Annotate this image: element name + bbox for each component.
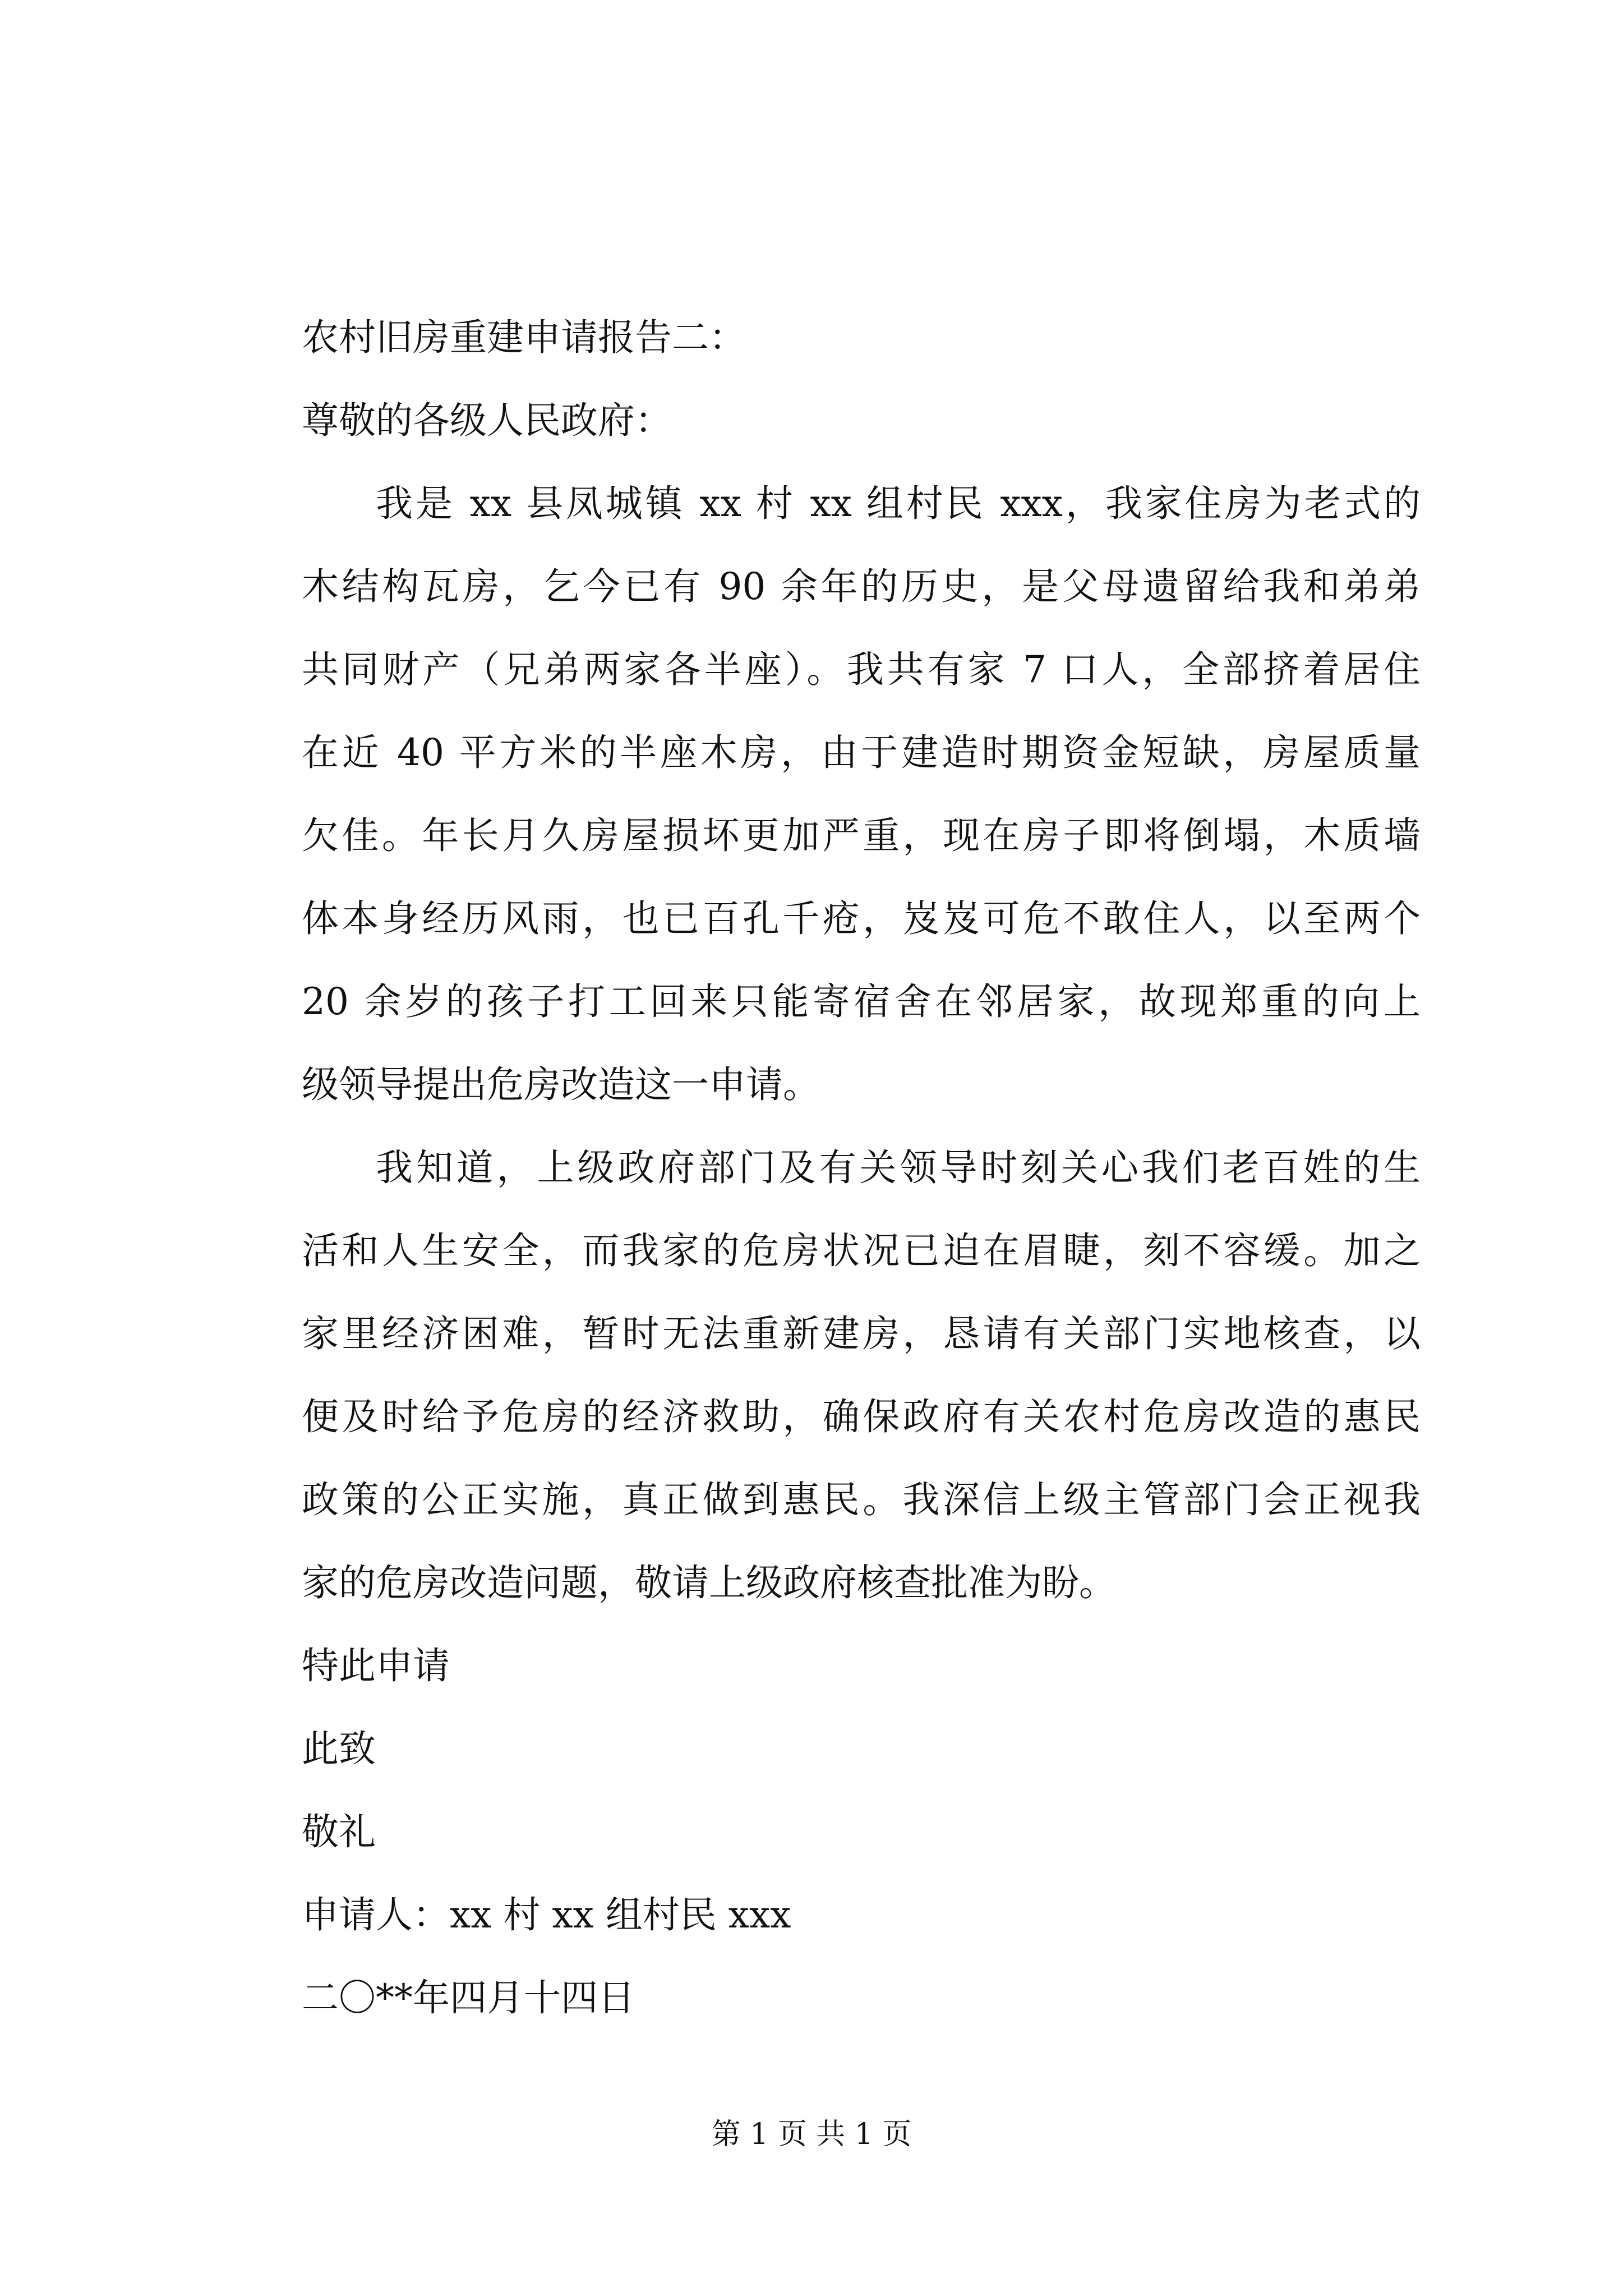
- paragraph2-line: 政策的公正实施，真正做到惠民。我深信上级主管部门会正视我: [302, 1478, 1421, 1521]
- applicant-signature: 申请人：xx 村 xx 组村民 xxx: [302, 1893, 791, 1936]
- closing-zhici: 此致: [302, 1727, 376, 1770]
- document-date: 二〇**年四月十四日: [302, 1976, 635, 2019]
- paragraph1-line: 在近 40 平方米的半座木房，由于建造时期资金短缺，房屋质量: [302, 731, 1421, 774]
- paragraph2-line: 活和人生安全，而我家的危房状况已迫在眉睫，刻不容缓。加之: [302, 1229, 1421, 1272]
- paragraph2-line: 我知道，上级政府部门及有关领导时刻关心我们老百姓的生: [376, 1146, 1421, 1189]
- paragraph2-line: 家里经济困难，暂时无法重新建房，恳请有关部门实地核查，以: [302, 1312, 1421, 1355]
- page-number-footer: 第 1 页 共 1 页: [711, 2118, 912, 2151]
- paragraph2-line: 家的危房改造问题，敬请上级政府核查批准为盼。: [302, 1561, 1116, 1604]
- paragraph1-line: 20 余岁的孩子打工回来只能寄宿舍在邻居家，故现郑重的向上: [302, 980, 1421, 1023]
- paragraph1-line: 欠佳。年长月久房屋损坏更加严重，现在房子即将倒塌，木质墙: [302, 814, 1421, 857]
- paragraph1-line: 级领导提出危房改造这一申请。: [302, 1063, 820, 1106]
- paragraph1-line: 共同财产（兄弟两家各半座）。我共有家 7 口人，全部挤着居住: [302, 648, 1421, 691]
- paragraph1-line: 体本身经历风雨，也已百孔千疮，岌岌可危不敢住人，以至两个: [302, 897, 1421, 940]
- document-heading: 农村旧房重建申请报告二：: [302, 316, 746, 359]
- paragraph1-line: 我是 xx 县凤城镇 xx 村 xx 组村民 xxx，我家住房为老式的: [376, 482, 1421, 525]
- salutation: 尊敬的各级人民政府：: [302, 399, 672, 442]
- closing-jingli: 敬礼: [302, 1810, 376, 1853]
- paragraph1-line: 木结构瓦房，乞今已有 90 余年的历史，是父母遗留给我和弟弟: [302, 565, 1421, 608]
- closing-request: 特此申请: [302, 1644, 450, 1687]
- paragraph2-line: 便及时给予危房的经济救助，确保政府有关农村危房改造的惠民: [302, 1395, 1421, 1438]
